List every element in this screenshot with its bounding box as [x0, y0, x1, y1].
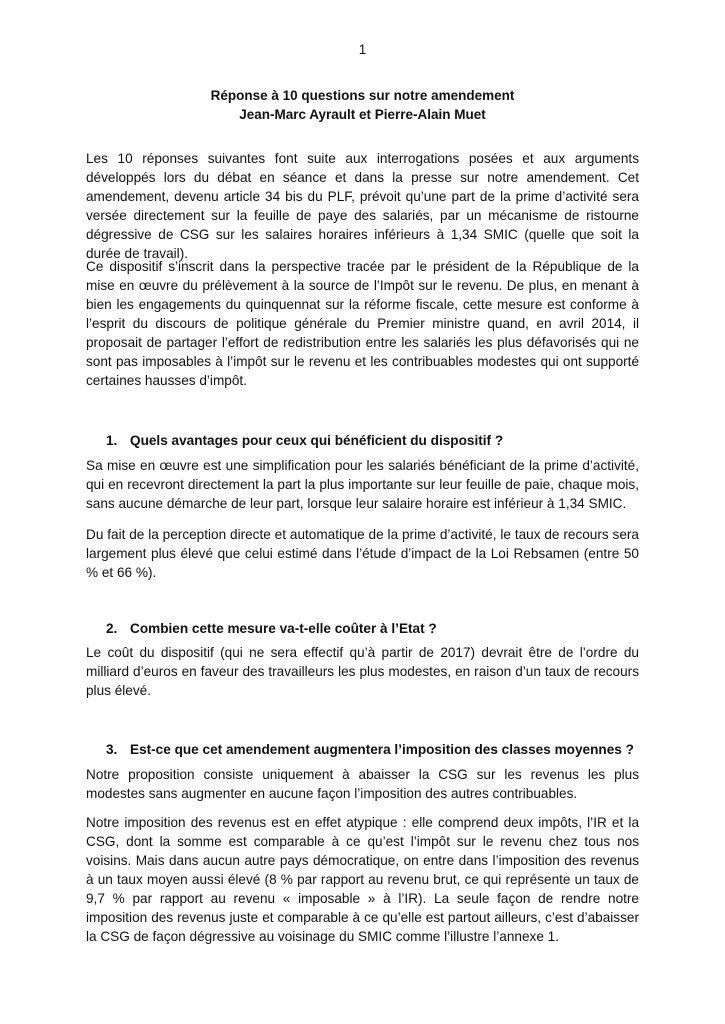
- question-3-paragraph-2: Notre imposition des revenus est en effet atypique : elle comprend deux impôts, l’IR et la CSG, dont la somme est comparable à ce qu’est l’impôt sur le revenu chez tous nos voisins. Mais dans aucun autre pays démocratique, on entre dans l’imposition des revenus à un taux moyen aussi élevé (8 % par rapport au revenu brut, ce qui représente un taux de 9,7 % par rapport au revenu « imposable » à l’IR). La seule façon de rendre notre imposition des revenus juste et comparable à ce qu’elle est partout ailleurs, c’est d’abaisser la CSG de façon dégressive au voisinage du SMIC comme l’illustre l’annexe 1.: [86, 815, 639, 944]
- question-1-text: Quels avantages pour ceux qui bénéficient du dispositif ?: [130, 433, 504, 448]
- question-1-number: 1.: [106, 433, 118, 448]
- question-2-heading: [106, 619, 639, 638]
- title-line-2: Jean-Marc Ayrault et Pierre-Alain Muet: [239, 106, 486, 122]
- page-number: 1: [358, 42, 367, 57]
- intro-paragraph-1: Les 10 réponses suivantes font suite aux interrogations posées et aux arguments développés lors du débat en séance et dans la presse sur notre amendement. Cet amendement, devenu article 34 bis du PLF, prévoit qu’une part de la prime d’activité sera versée directement sur la feuille de paye des salariés, par un mécanisme de ristourne dégressive de CSG sur les salaires horaires inférieurs à 1,34 SMIC (quelle que soit la durée de travail).: [86, 151, 639, 261]
- question-3-paragraph-1: Notre proposition consiste uniquement à abaisser la CSG sur les revenus les plus modestes sans augmenter en aucune façon l’imposition des autres contribuables.: [86, 767, 639, 801]
- question-2-text: Combien cette mesure va-t-elle coûter à l’Etat ?: [130, 621, 437, 636]
- question-1-heading: [106, 431, 639, 450]
- question-3-heading: [106, 740, 639, 759]
- intro-paragraph-2: Ce dispositif s’inscrit dans la perspective tracée par le président de la République de la mise en œuvre du prélèvement à la source de l’Impôt sur le revenu. De plus, en menant à bien les engagements du quinquennat sur la réforme fiscale, cette mesure est conforme à l’esprit du discours de politique générale du Premier ministre quand, en avril 2014, il proposait de partager l’effort de redistribution entre les salariés les plus défavorisés qui ne sont pas imposables à l’impôt sur le revenu et les contribuables modestes qui ont supporté certaines hausses d’impôt.: [86, 259, 639, 388]
- question-1-paragraph-1: Sa mise en œuvre est une simplification pour les salariés bénéficiant de la prime d’activité, qui en recevront directement la part la plus importante sur leur feuille de paie, chaque mois, sans aucune démarche de leur part, lorsque leur salaire horaire est inférieur à 1,34 SMIC.: [86, 458, 639, 511]
- document-title: [0, 87, 725, 124]
- question-2-number: 2.: [106, 621, 118, 636]
- question-2-paragraph-1: Le coût du dispositif (qui ne sera effectif qu’à partir de 2017) devrait être de l’ordre du milliard d’euros en faveur des travailleurs les plus modestes, en raison d’un taux de recours plus élevé.: [86, 645, 639, 698]
- question-3-number: 3.: [106, 742, 118, 757]
- title-line-1: Réponse à 10 questions sur notre amendement: [210, 88, 515, 103]
- question-1-paragraph-2: Du fait de la perception directe et automatique de la prime d’activité, le taux de recours sera largement plus élevé que celui estimé dans l’étude d’impact de la Loi Rebsamen (entre 50 % et 66 %).: [86, 527, 639, 580]
- question-3-text: Est-ce que cet amendement augmentera l’imposition des classes moyennes ?: [130, 742, 634, 757]
